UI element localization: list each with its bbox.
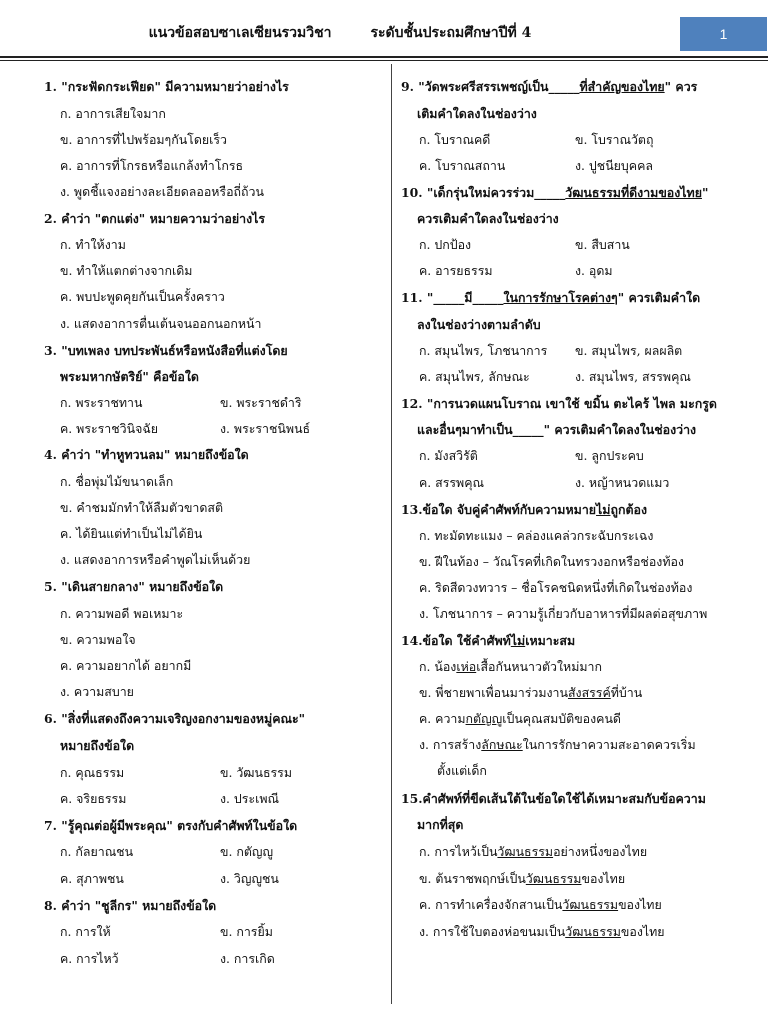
q1-option-b: ข. อาการที่ไปพร้อมๆกันโดยเร็ว bbox=[60, 132, 227, 147]
q15-option-a: ก. การไหว้เป็นวัฒนธรรมอย่างหนึ่งของไทย bbox=[419, 844, 648, 859]
q9-option-b: ข. โบราณวัตถุ bbox=[575, 132, 654, 147]
q14-option-c: ค. ความกตัญญูเป็นคุณสมบัติของคนดี bbox=[419, 711, 621, 726]
q8-option-c: ค. การไหว้ bbox=[60, 951, 119, 966]
question-3-cont: พระมหากษัตริย์" คือข้อใด bbox=[60, 369, 199, 384]
q12-option-b: ข. ลูกประคบ bbox=[575, 448, 644, 463]
q2-option-d: ง. แสดงอาการตื่นเต้นจนออกนอกหน้า bbox=[60, 316, 262, 331]
q13-option-b: ข. ฝีในท้อง – วัณโรคที่เกิดในทรวงอกหรือช่องท้อง bbox=[419, 554, 684, 569]
question-9-cont: เติมคำใดลงในช่องว่าง bbox=[417, 106, 537, 121]
question-7: 7. "รู้คุณต่อผู้มีพระคุณ" ตรงกับคำศัพท์ในข้อใด bbox=[44, 818, 298, 833]
q1-option-c: ค. อาการที่โกรธหรือแกล้งทำโกรธ bbox=[60, 158, 244, 173]
question-11: 11. "_____มี_____ในการรักษาโรคต่างๆ" ควรเติมคำใด bbox=[401, 290, 701, 305]
q6-option-b: ข. วัฒนธรรม bbox=[220, 765, 293, 780]
question-15-cont: มากที่สุด bbox=[417, 817, 464, 832]
q9-option-a: ก. โบราณคดี bbox=[419, 132, 491, 147]
q14-option-d-cont: ตั้งแต่เด็ก bbox=[437, 763, 487, 778]
question-9: 9. "วัดพระศรีสรรเพชญ์เป็น_____ที่สำคัญของไทย" ควร bbox=[401, 79, 698, 94]
column-divider bbox=[391, 64, 392, 1004]
q2-option-c: ค. พบปะพูดคุยกันเป็นครั้งคราว bbox=[60, 289, 225, 304]
q5-option-d: ง. ความสบาย bbox=[60, 684, 134, 699]
q4-option-d: ง. แสดงอาการหรือคำพูดไม่เห็นด้วย bbox=[60, 552, 251, 567]
q10-option-b: ข. สืบสาน bbox=[575, 237, 630, 252]
q5-option-c: ค. ความอยากได้ อยากมี bbox=[60, 658, 192, 673]
q14-option-a: ก. น้องเห่อเสื้อกันหนาวตัวใหม่มาก bbox=[419, 659, 602, 674]
question-6: 6. "สิ่งที่แสดงถึงความเจริญงอกงามของหมู่คณะ" bbox=[44, 711, 306, 726]
q8-option-b: ข. การยิ้ม bbox=[220, 924, 273, 939]
q11-option-c: ค. สมุนไพร, ลักษณะ bbox=[419, 369, 530, 384]
q11-option-b: ข. สมุนไพร, ผลผลิต bbox=[575, 343, 683, 358]
q6-option-a: ก. คุณธรรม bbox=[60, 765, 125, 780]
q12-option-a: ก. มังสวิรัติ bbox=[419, 448, 478, 463]
q4-option-b: ข. คำชมมักทำให้ลืมตัวขาดสติ bbox=[60, 500, 224, 515]
q3-option-c: ค. พระราชวินิจฉัย bbox=[60, 421, 159, 436]
q7-option-a: ก. กัลยาณชน bbox=[60, 844, 134, 859]
q8-option-d: ง. การเกิด bbox=[220, 951, 275, 966]
q11-option-d: ง. สมุนไพร, สรรพคุณ bbox=[575, 369, 691, 384]
q5-option-b: ข. ความพอใจ bbox=[60, 632, 136, 647]
question-15: 15.คำศัพท์ที่ขีดเส้นใต้ในข้อใดใช้ได้เหมาะสมกับข้อความ bbox=[401, 791, 706, 806]
question-5: 5. "เดินสายกลาง" หมายถึงข้อใด bbox=[44, 579, 224, 594]
q9-option-d: ง. ปูชนียบุคคล bbox=[575, 158, 653, 173]
question-11-cont: ลงในช่องว่างตามลำดับ bbox=[417, 317, 541, 332]
q6-option-c: ค. จริยธรรม bbox=[60, 791, 127, 806]
q2-option-a: ก. ทำให้งาม bbox=[60, 237, 126, 252]
question-3: 3. "บทเพลง บทประพันธ์หรือหนังสือที่แต่งโดย bbox=[44, 343, 288, 358]
question-10: 10. "เด็กรุ่นใหม่ควรร่วม_____วัฒนธรรมที่ดีงามของไทย" bbox=[401, 185, 709, 200]
q15-option-d: ง. การใช้ใบตองห่อขนมเป็นวัฒนธรรมของไทย bbox=[419, 924, 665, 939]
q3-option-d: ง. พระราชนิพนธ์ bbox=[220, 421, 311, 436]
q10-option-d: ง. อุดม bbox=[575, 263, 613, 278]
q12-option-c: ค. สรรพคุณ bbox=[419, 475, 484, 490]
question-4: 4. คำว่า "ทำหูทวนลม" หมายถึงข้อใด bbox=[44, 447, 249, 462]
question-12-cont: และอื่นๆมาทำเป็น_____" ควรเติมคำใดลงในช่องว่าง bbox=[417, 422, 697, 437]
q1-option-d: ง. พูดชี้แจงอย่างละเอียดลออหรือถี่ถ้วน bbox=[60, 184, 264, 199]
q14-option-b: ข. พี่ชายพาเพื่อนมาร่วมงานสังสรรค์ที่บ้าน bbox=[419, 685, 643, 700]
header-rule bbox=[0, 56, 768, 58]
question-10-cont: ควรเติมคำใดลงในช่องว่าง bbox=[417, 211, 559, 226]
question-2: 2. คำว่า "ตกแต่ง" หมายความว่าอย่างไร bbox=[44, 211, 266, 226]
q1-option-a: ก. อาการเสียใจมาก bbox=[60, 106, 166, 121]
q7-option-c: ค. สุภาพชน bbox=[60, 871, 124, 886]
q10-option-c: ค. อารยธรรม bbox=[419, 263, 493, 278]
q3-option-a: ก. พระราชทาน bbox=[60, 395, 143, 410]
header-rule-thin bbox=[0, 60, 768, 61]
question-8: 8. คำว่า "ชูลีกร" หมายถึงข้อใด bbox=[44, 898, 217, 913]
q4-option-c: ค. ได้ยินแต่ทำเป็นไม่ได้ยิน bbox=[60, 526, 203, 541]
page-number-badge: 1 bbox=[680, 17, 767, 51]
question-6-cont: หมายถึงข้อใด bbox=[60, 738, 135, 753]
q13-option-a: ก. ทะมัดทะแมง – คล่องแคล่วกระฉับกระเฉง bbox=[419, 528, 654, 543]
q7-option-d: ง. วิญญูชน bbox=[220, 871, 279, 886]
q13-option-c: ค. ริดสีดวงทวาร – ชื่อโรคชนิดหนึ่งที่เกิดในช่องท้อง bbox=[419, 580, 693, 595]
q10-option-a: ก. ปกป้อง bbox=[419, 237, 472, 252]
question-12: 12. "การนวดแผนโบราณ เขาใช้ ขมิ้น ตะไคร้ ไพล มะกรูด bbox=[401, 396, 717, 411]
question-1: 1. "กระฟัดกระเฟียด" มีความหมายว่าอย่างไร bbox=[44, 79, 289, 94]
q7-option-b: ข. กตัญญู bbox=[220, 844, 274, 859]
q9-option-c: ค. โบราณสถาน bbox=[419, 158, 506, 173]
q3-option-b: ข. พระราชดำริ bbox=[220, 395, 302, 410]
q15-option-c: ค. การทำเครื่องจักสานเป็นวัฒนธรรมของไทย bbox=[419, 897, 662, 912]
q5-option-a: ก. ความพอดี พอเหมาะ bbox=[60, 606, 184, 621]
q12-option-d: ง. หญ้าหนวดแมว bbox=[575, 475, 670, 490]
q15-option-b: ข. ต้นราชพฤกษ์เป็นวัฒนธรรมของไทย bbox=[419, 871, 626, 886]
q8-option-a: ก. การให้ bbox=[60, 924, 111, 939]
page-title: แนวข้อสอบซาเลเซียนรวมวิชา ระดับชั้นประถมศึกษาปีที่ 4 bbox=[148, 25, 532, 41]
q14-option-d: ง. การสร้างลักษณะในการรักษาความสะอาดควรเริ่ม bbox=[419, 737, 696, 752]
question-13: 13.ข้อใด จับคู่คำศัพท์กับความหมายไม่ถูกต้อง bbox=[401, 502, 647, 517]
q4-option-a: ก. ชื่อพุ่มไม้ขนาดเล็ก bbox=[60, 474, 174, 489]
q13-option-d: ง. โภชนาการ – ความรู้เกี่ยวกับอาหารที่มีผลต่อสุขภาพ bbox=[419, 606, 708, 621]
q2-option-b: ข. ทำให้แตกต่างจากเดิม bbox=[60, 263, 193, 278]
question-14: 14.ข้อใด ใช้คำศัพท์ไม่เหมาะสม bbox=[401, 633, 576, 648]
q11-option-a: ก. สมุนไพร, โภชนาการ bbox=[419, 343, 548, 358]
q6-option-d: ง. ประเพณี bbox=[220, 791, 280, 806]
